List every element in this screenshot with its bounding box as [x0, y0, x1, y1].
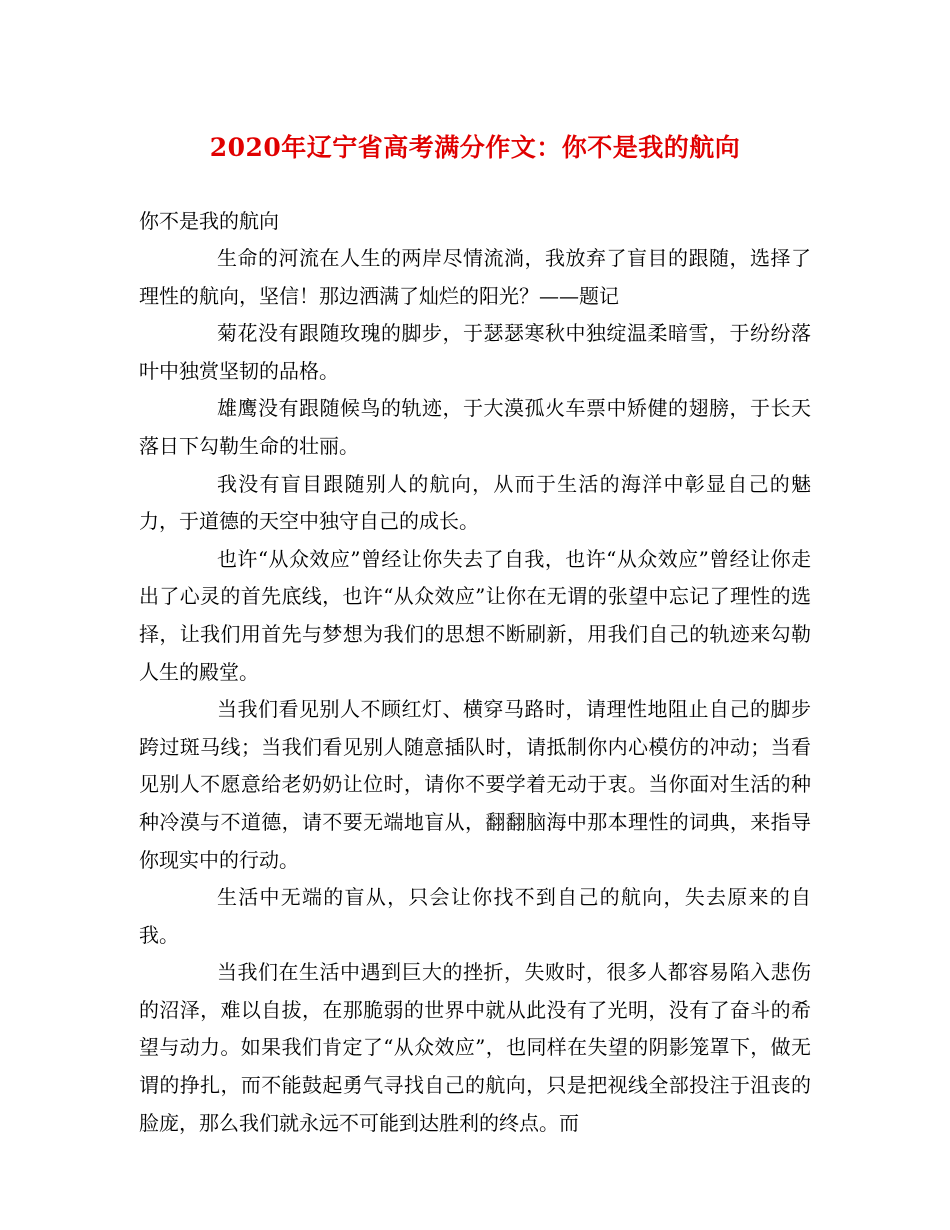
paragraph-4: 我没有盲目跟随别人的航向，从而于生活的海洋中彰显自己的魅力，于道德的天空中独守自己的成长。 — [139, 471, 811, 534]
paragraph-5: 也许“从众效应”曾经让你失去了自我，也许“从众效应”曾经让你走出了心灵的首先底线，也许“从众效应”让你在无谓的张望中忘记了理性的选择，让我们用首先与梦想为我们的思想不断刷新，用我们自己的轨迹来勾勒人生的殿堂。 — [139, 546, 811, 684]
paragraph-6: 当我们看见别人不顾红灯、横穿马路时，请理性地阻止自己的脚步跨过斑马线；当我们看见别人随意插队时，请抵制你内心模仿的冲动；当看见别人不愿意给老奶奶让位时，请你不要学着无动于衷。当你面对生活的种种冷漠与不道德，请不要无端地盲从，翻翻脑海中那本理性的词典，来指导你现实中的行动。 — [139, 697, 811, 872]
document-body — [139, 202, 811, 1142]
paragraph-7: 生活中无端的盲从，只会让你找不到自己的航向，失去原来的自我。 — [139, 885, 811, 947]
paragraph-3: 雄鹰没有跟随候鸟的轨迹，于大漠孤火车票中矫健的翅膀，于长天落日下勾勒生命的壮丽。 — [139, 396, 811, 458]
paragraph-2: 菊花没有跟随玫瑰的脚步，于瑟瑟寒秋中独绽温柔暗雪，于纷纷落叶中独赏坚韧的品格。 — [139, 321, 811, 383]
paragraph-1: 生命的河流在人生的两岸尽情流淌，我放弃了盲目的跟随，选择了理性的航向，坚信！那边洒满了灿烂的阳光？——题记 — [139, 246, 811, 308]
paragraph-8: 当我们在生活中遇到巨大的挫折，失败时，很多人都容易陷入悲伤的沼泽，难以自拔，在那脆弱的世界中就从此没有了光明，没有了奋斗的希望与动力。如果我们肯定了“从众效应”，也同样在失望的阴影笼罩下，做无谓的挣扎，而不能鼓起勇气寻找自己的航向，只是把视线全部投注于沮丧的脸庞，那么我们就永远不可能到达胜利的终点。而 — [139, 960, 811, 1135]
document-title: 2020年辽宁省高考满分作文：你不是我的航向 — [209, 133, 741, 162]
essay-subtitle: 你不是我的航向 — [139, 209, 279, 233]
